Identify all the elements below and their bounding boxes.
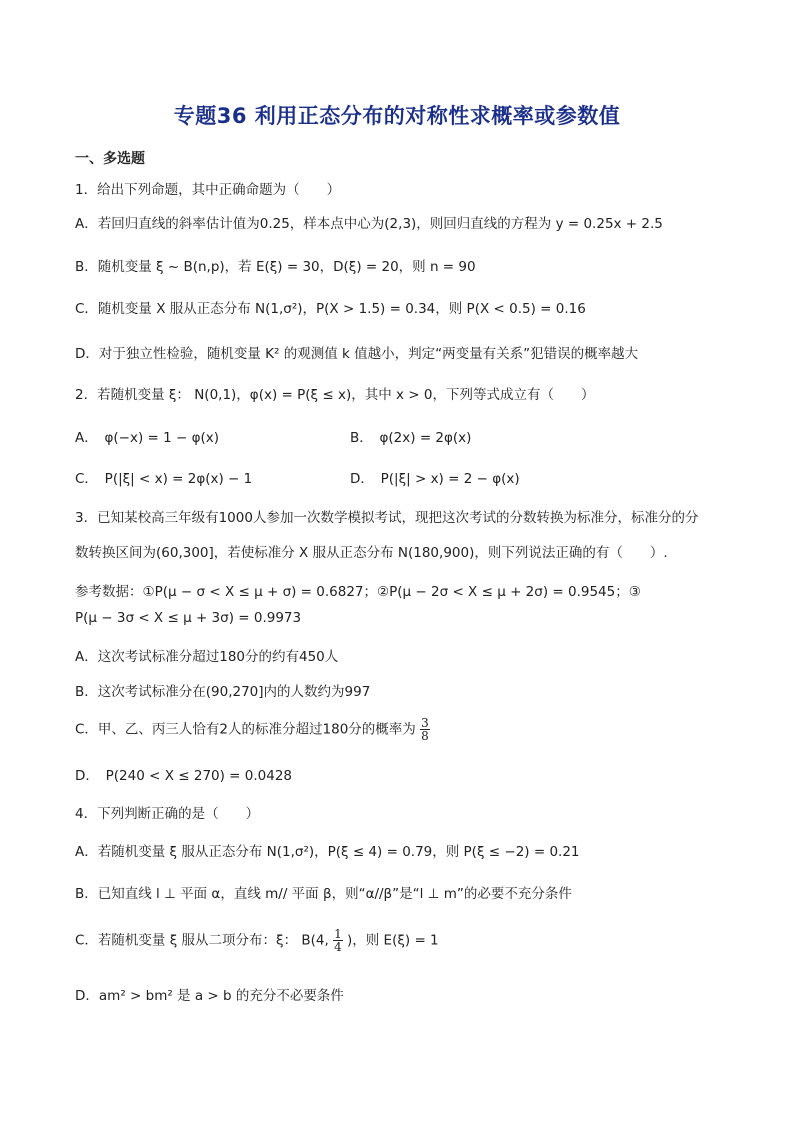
q3-option-b: B．这次考试标准分在(90,270]内的人数约为997 [75, 684, 371, 700]
q1-option-a: A．若回归直线的斜率估计值为0.25，样本点中心为(2,3)，则回归直线的方程为 y = 0.25x + 2.5 [75, 216, 663, 232]
q2-stem: 2．若随机变量 ξ： N(0,1)，φ(x) = P(ξ ≤ x)，其中 x > 0，下列等式成立有（ ） [75, 387, 595, 403]
q3-option-a: A．这次考试标准分超过180分的约有450人 [75, 649, 339, 665]
fraction-denominator: 4 [334, 940, 342, 954]
q2-option-b: B． φ(2x) = 2φ(x) [350, 430, 472, 446]
q3-option-d: D． P(240 < X ≤ 270) = 0.0428 [75, 768, 293, 784]
q3-stem-line-1: 3．已知某校高三年级有1000人参加一次数学模拟考试，现把这次考试的分数转换为标准分，标准分的分 [75, 510, 699, 526]
q4-option-c-fraction [333, 928, 343, 953]
q3-stem-line-2: 数转换区间为(60,300]，若使标准分 X 服从正态分布 N(180,900)，则下列说法正确的有（ ）. [75, 545, 668, 561]
q3-reference-line-2: P(μ − 3σ < X ≤ μ + 3σ) = 0.9973 [75, 610, 302, 626]
q4-option-c [75, 928, 439, 953]
q4-option-c-tail: )，则 E(ξ) = 1 [347, 932, 439, 949]
q4-option-a: A．若随机变量 ξ 服从正态分布 N(1,σ²)，P(ξ ≤ 4) = 0.79，则 P(ξ ≤ −2) = 0.21 [75, 844, 580, 860]
q3-option-c-fraction [420, 717, 430, 742]
q2-option-c: C． P(|ξ| < x) = 2φ(x) − 1 [75, 471, 253, 487]
fraction-denominator: 8 [421, 729, 429, 743]
q4-option-d: D．am² > bm² 是 a > b 的充分不必要条件 [75, 988, 344, 1004]
q3-option-c-text: C．甲、乙、丙三人恰有2人的标准分超过180分的概率为 [75, 721, 416, 738]
q2-option-d: D． P(|ξ| > x) = 2 − φ(x) [350, 471, 520, 487]
q1-option-d: D．对于独立性检验，随机变量 K² 的观测值 k 值越小，判定“两变量有关系”犯错误的概率越大 [75, 346, 639, 362]
q2-option-a: A． φ(−x) = 1 − φ(x) [75, 430, 220, 446]
q1-option-c: C．随机变量 X 服从正态分布 N(1,σ²)，P(X > 1.5) = 0.34，则 P(X < 0.5) = 0.16 [75, 301, 586, 317]
q3-reference-line-1: 参考数据：①P(μ − σ < X ≤ μ + σ) = 0.6827；②P(μ − 2σ < X ≤ μ + 2σ) = 0.9545；③ [75, 584, 641, 600]
q1-option-b: B．随机变量 ξ ~ B(n,p)，若 E(ξ) = 30，D(ξ) = 20，则 n = 90 [75, 259, 476, 275]
fraction-numerator: 1 [334, 927, 342, 941]
q3-option-c [75, 717, 430, 742]
q1-stem: 1．给出下列命题，其中正确命题为（ ） [75, 182, 341, 198]
section-heading: 一、多选题 [75, 151, 145, 167]
page-title: 专题36 利用正态分布的对称性求概率或参数值 [173, 104, 621, 128]
q4-option-b: B．已知直线 l ⊥ 平面 α，直线 m// 平面 β，则“α//β”是“l ⊥ m”的必要不充分条件 [75, 886, 572, 902]
fraction-numerator: 3 [421, 716, 429, 730]
q4-option-c-text: C．若随机变量 ξ 服从二项分布：ξ： B(4, [75, 932, 329, 949]
q4-stem: 4．下列判断正确的是（ ） [75, 806, 260, 822]
